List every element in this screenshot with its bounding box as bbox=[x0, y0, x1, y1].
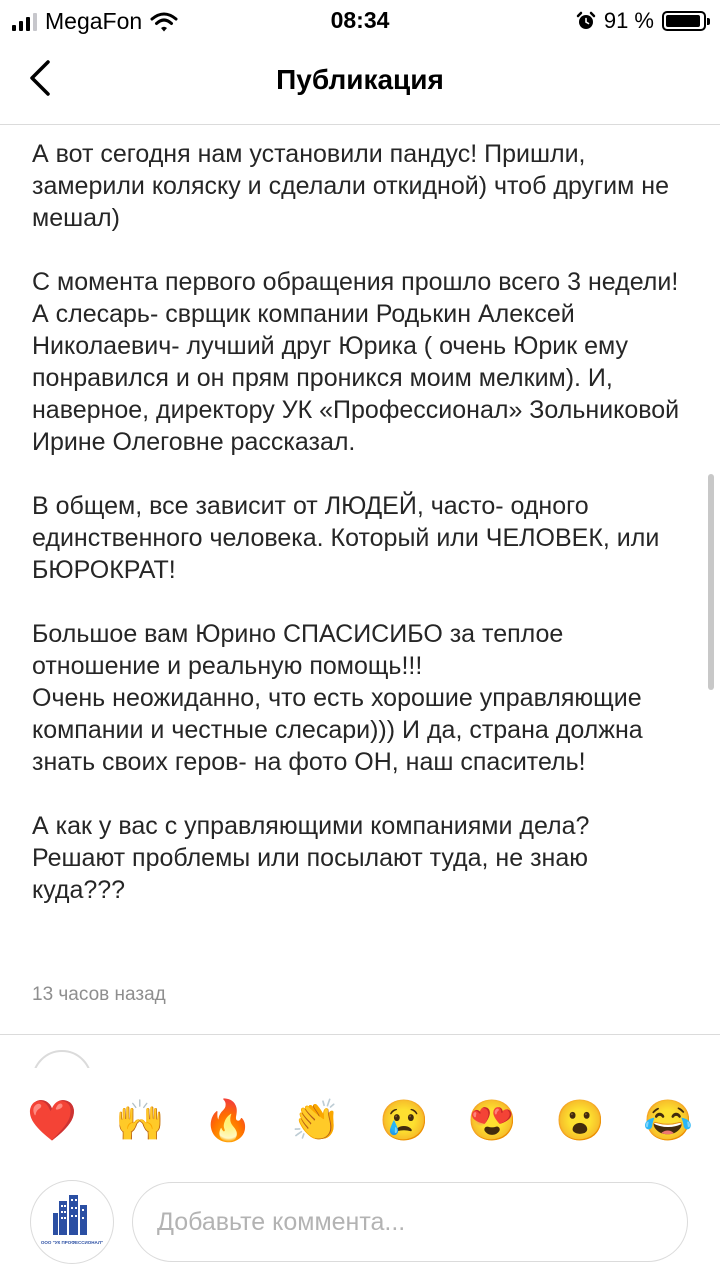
raising-hands-emoji-button[interactable]: 🙌 bbox=[115, 1099, 165, 1143]
company-logo-icon bbox=[37, 1187, 107, 1257]
status-bar bbox=[0, 0, 720, 40]
fire-emoji-button[interactable]: 🔥 bbox=[203, 1099, 253, 1143]
comment-input[interactable] bbox=[132, 1182, 688, 1262]
comment-bar bbox=[0, 1174, 720, 1280]
post-caption bbox=[32, 138, 688, 938]
alarm-clock-icon bbox=[576, 11, 596, 31]
clapping-hands-emoji-button[interactable]: 👏 bbox=[291, 1099, 341, 1143]
post-timestamp[interactable]: 13 часов назад bbox=[32, 984, 166, 1005]
tears-of-joy-emoji-button[interactable]: 😂 bbox=[643, 1099, 693, 1143]
status-right bbox=[576, 8, 706, 34]
caption-paragraph: А как у вас с управляющими компаниями дела? Решают проблемы или посылают туда, не знаю куда??? bbox=[32, 812, 590, 904]
comment-avatar-partial[interactable] bbox=[32, 1050, 92, 1068]
status-time: 08:34 bbox=[330, 7, 390, 33]
crying-face-emoji-button[interactable]: 😢 bbox=[379, 1099, 429, 1143]
caption-paragraph: А вот сегодня нам установили пандус! Пришли, замерили коляску и сделали откидной) чтоб другим не мешал) bbox=[32, 140, 669, 232]
page-title: Публикация bbox=[276, 64, 444, 95]
avatar[interactable] bbox=[30, 1180, 114, 1264]
battery-icon bbox=[662, 11, 706, 31]
post-content bbox=[0, 124, 720, 1068]
surprised-face-emoji-button[interactable]: 😮 bbox=[555, 1099, 605, 1143]
scrollbar[interactable] bbox=[708, 474, 714, 690]
divider bbox=[0, 1034, 720, 1035]
carrier-name: MegaFon bbox=[45, 8, 143, 34]
header bbox=[0, 40, 720, 125]
heart-eyes-emoji-button[interactable]: 😍 bbox=[467, 1099, 517, 1143]
emoji-reactions-bar bbox=[0, 1068, 720, 1174]
svg-text:ООО "УК ПРОФЕССИОНАЛ": ООО "УК ПРОФЕССИОНАЛ" bbox=[40, 1240, 104, 1245]
caption-paragraph: В общем, все зависит от ЛЮДЕЙ, часто- одного единственного человека. Который или ЧЕЛОВЕК, или БЮРОКРАТ! bbox=[32, 492, 660, 584]
caption-paragraph: Большое вам Юрино СПАСИСИБО за теплое отношение и реальную помощь!!! Очень неожиданно, что есть хорошие управляющие компании и честные слесари))) И да, страна должна знать своих геров- на фото ОН, наш спаситель! bbox=[32, 620, 643, 776]
heart-emoji-button[interactable]: ❤️ bbox=[27, 1099, 77, 1143]
battery-percent: 91 % bbox=[603, 8, 654, 33]
caption-paragraph: С момента первого обращения прошло всего 3 недели! А слесарь- сврщик компании Родькин Алексей Николаевич- лучший друг Юрика ( очень Юрик ему понравился и он прям проникся моим мелким). И, наверное, директору УК «Профессионал» Зольниковой Ирине Олеговне рассказал. bbox=[32, 268, 680, 456]
